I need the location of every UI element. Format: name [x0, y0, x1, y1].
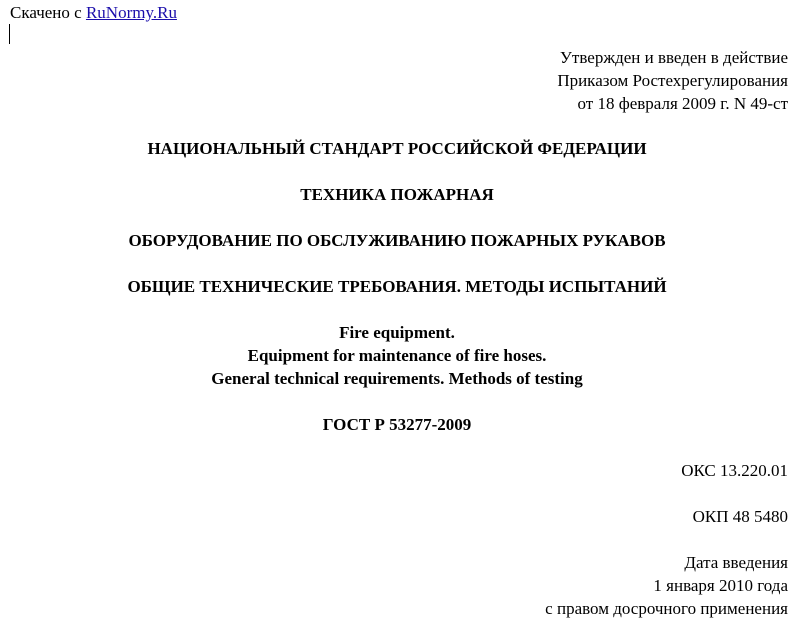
fire-equipment-title: ТЕХНИКА ПОЖАРНАЯ [300, 185, 494, 204]
english-title-block [0, 321, 794, 390]
approval-block [557, 46, 788, 115]
okp-code: ОКП 48 5480 [692, 507, 788, 526]
approval-line-3: от 18 февраля 2009 г. N 49-ст [577, 94, 788, 113]
maintenance-title: ОБОРУДОВАНИЕ ПО ОБСЛУЖИВАНИЮ ПОЖАРНЫХ РУКАВОВ [128, 231, 666, 250]
standard-code: ГОСТ Р 53277-2009 [322, 415, 472, 434]
national-standard-title: НАЦИОНАЛЬНЫЙ СТАНДАРТ РОССИЙСКОЙ ФЕДЕРАЦИИ [147, 139, 647, 158]
source-prefix: Скачено с [10, 3, 82, 22]
source-line [10, 1, 177, 24]
runormy-link[interactable]: RuNormy.Ru [85, 3, 177, 22]
english-title-line-2: Equipment for maintenance of fire hoses. [247, 346, 547, 365]
approval-line-1: Утвержден и введен в действие [559, 48, 788, 67]
introduction-date: 1 января 2010 года [653, 576, 788, 595]
introduction-note: с правом досрочного применения [545, 599, 788, 618]
introduction-block [545, 551, 788, 620]
requirements-title: ОБЩИЕ ТЕХНИЧЕСКИЕ ТРЕБОВАНИЯ. МЕТОДЫ ИСПЫТАНИЙ [127, 277, 667, 296]
introduction-label: Дата введения [684, 553, 788, 572]
text-cursor [9, 24, 10, 44]
english-title-line-3: General technical requirements. Methods of testing [211, 369, 583, 388]
oks-code: ОКС 13.220.01 [681, 461, 788, 480]
approval-line-2: Приказом Ростехрегулирования [557, 71, 788, 90]
english-title-line-1: Fire equipment. [339, 323, 455, 342]
